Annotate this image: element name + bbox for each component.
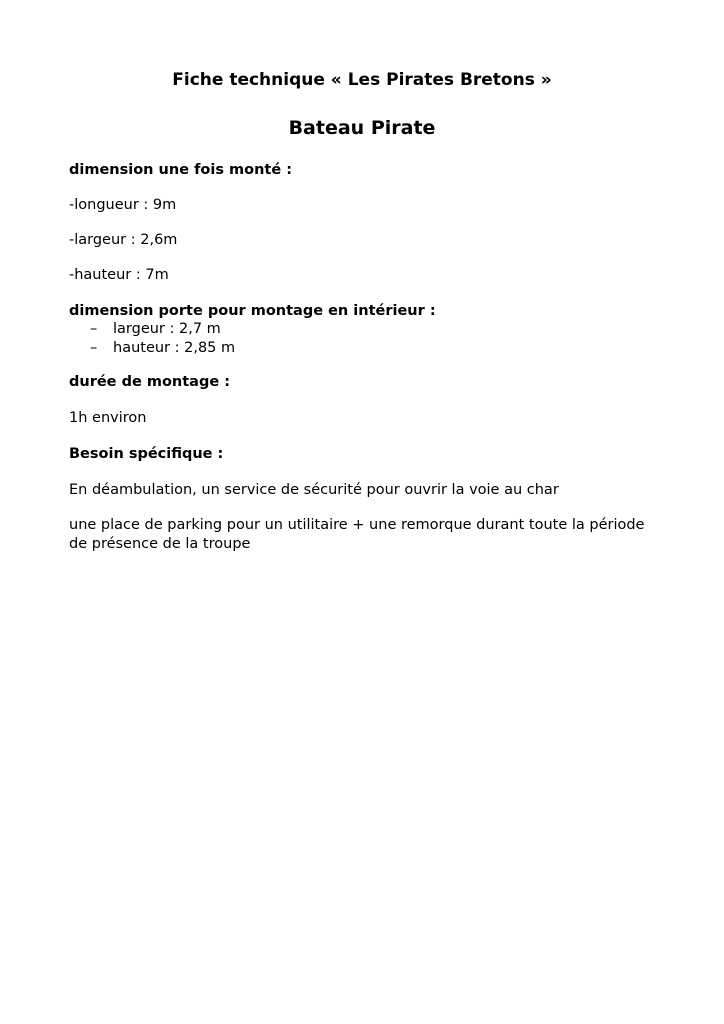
besoin-heading: Besoin spécifique :	[69, 446, 224, 462]
porte-bullet-largeur	[90, 320, 221, 339]
besoin-paragraph-3: de présence de la troupe	[69, 536, 251, 552]
dimension-heading: dimension une fois monté :	[69, 162, 293, 178]
besoin-paragraph-1: En déambulation, un service de sécurité pour ouvrir la voie au char	[69, 482, 559, 498]
porte-bullet-hauteur	[90, 339, 235, 358]
bullet-dash: –	[90, 321, 98, 337]
document-title: Fiche technique « Les Pirates Bretons »	[172, 70, 552, 90]
dimension-longueur: -longueur : 9m	[69, 197, 177, 213]
bullet-text: hauteur : 2,85 m	[113, 340, 236, 356]
bullet-dash: –	[90, 340, 98, 356]
besoin-paragraph-2: une place de parking pour un utilitaire + une remorque durant toute la période	[69, 517, 645, 533]
dimension-hauteur: -hauteur : 7m	[69, 267, 169, 283]
porte-heading: dimension porte pour montage en intérieur :	[69, 303, 436, 319]
duree-value: 1h environ	[69, 410, 147, 426]
document-subtitle: Bateau Pirate	[288, 117, 436, 139]
bullet-text: largeur : 2,7 m	[113, 321, 221, 337]
duree-heading: durée de montage :	[69, 374, 231, 390]
dimension-largeur: -largeur : 2,6m	[69, 232, 178, 248]
